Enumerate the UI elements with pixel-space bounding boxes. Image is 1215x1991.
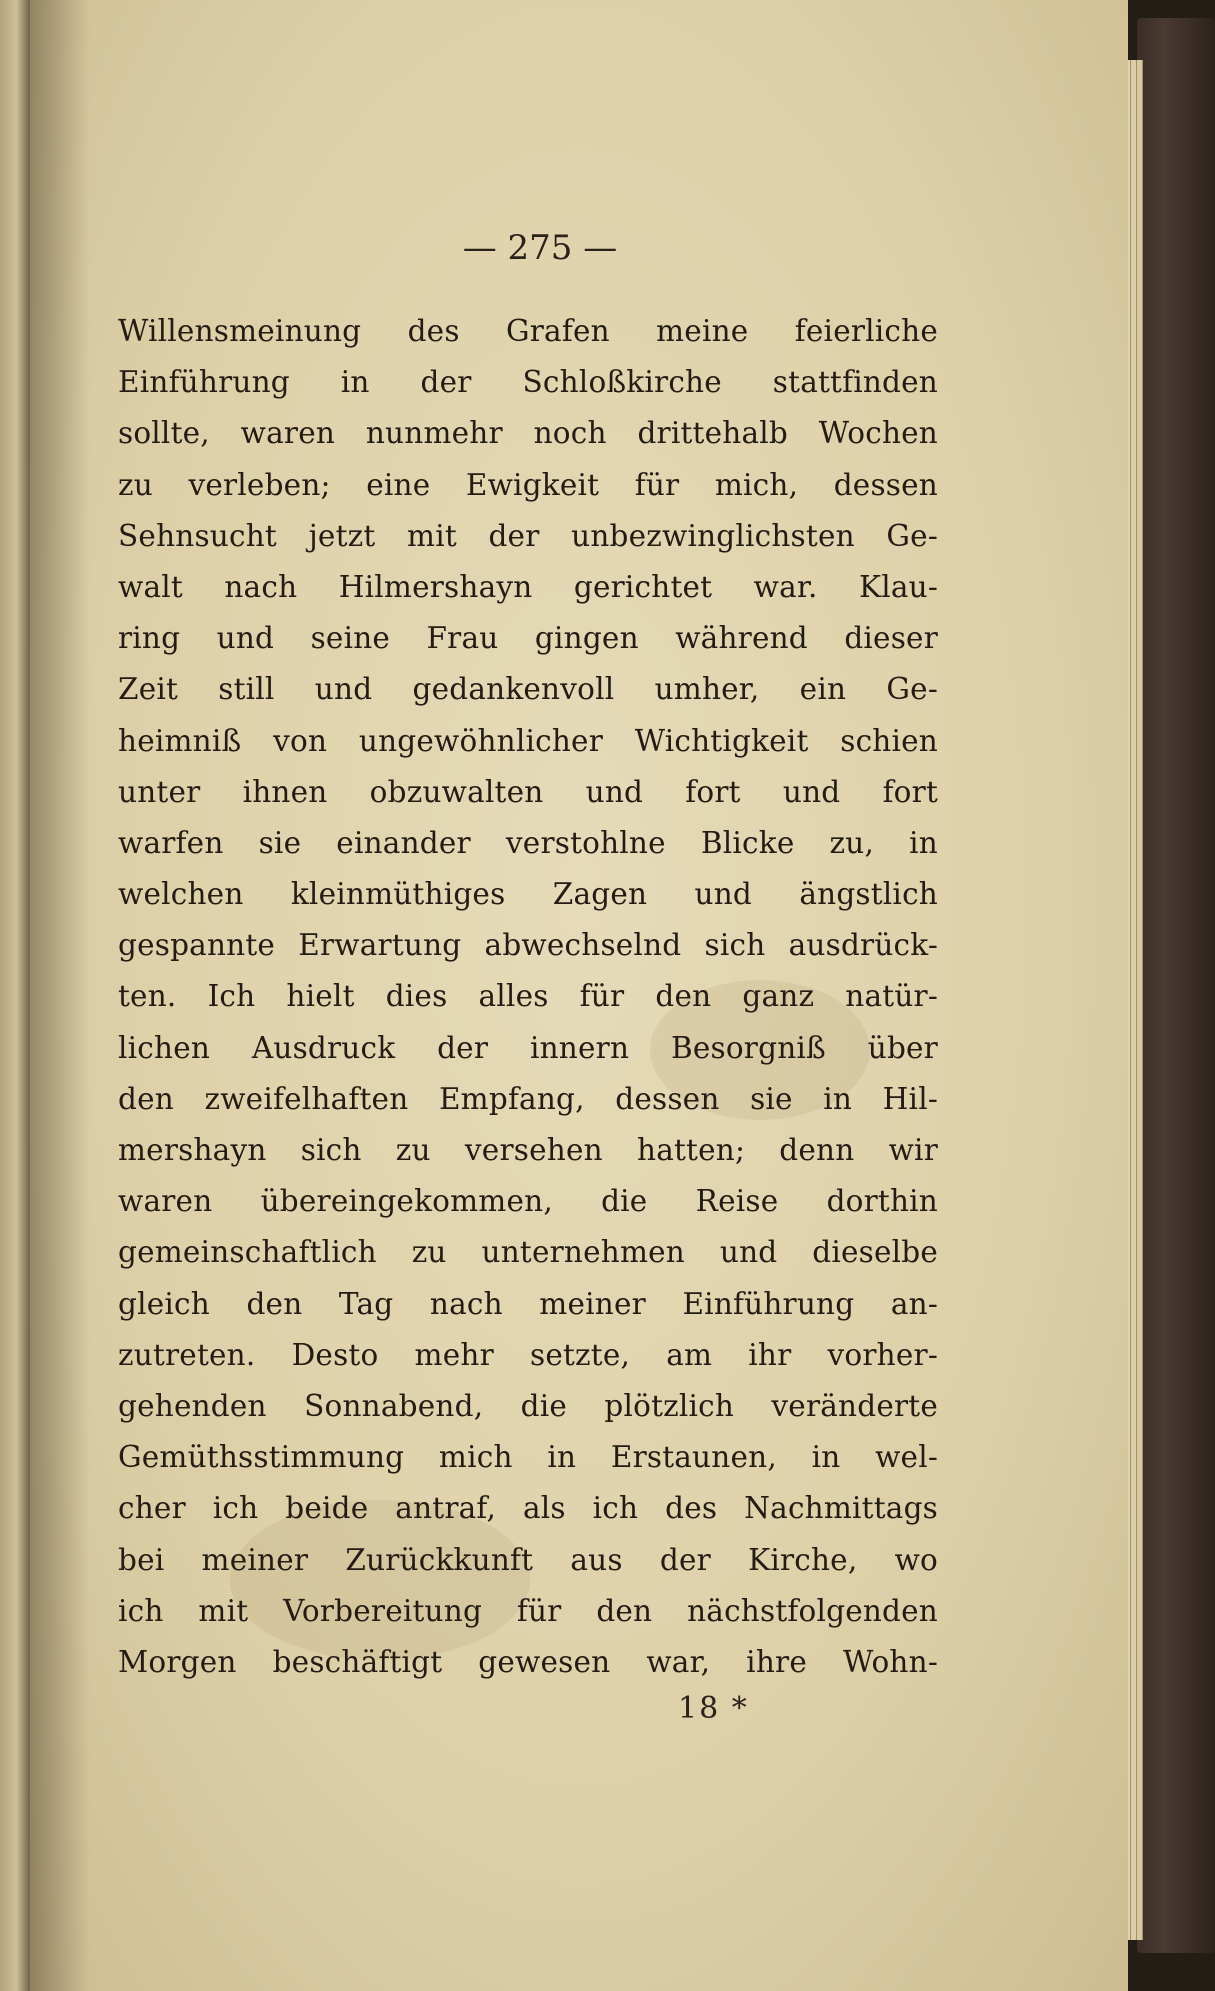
signature-mark: 18 * xyxy=(678,1691,749,1726)
text-line: gespannte Erwartung abwechselnd sich ausdrück- xyxy=(118,928,938,963)
text-line: gehenden Sonnabend, die plötzlich veränderte xyxy=(118,1388,938,1423)
text-line: Zeit still und gedankenvoll umher, ein Ge- xyxy=(118,672,938,707)
text-line: ten. Ich hielt dies alles für den ganz natür- xyxy=(118,979,938,1014)
text-line: gleich den Tag nach meiner Einführung an- xyxy=(118,1286,938,1321)
text-line: zutreten. Desto mehr setzte, am ihr vorher- xyxy=(118,1337,938,1372)
book-cover xyxy=(1137,18,1215,1953)
text-line: warfen sie einander verstohlne Blicke zu, in xyxy=(118,825,938,860)
text-line: Gemüthsstimmung mich in Erstaunen, in wel- xyxy=(118,1440,938,1475)
previous-page-edge xyxy=(0,0,30,1991)
text-line: walt nach Hilmershayn gerichtet war. Klau- xyxy=(118,569,938,604)
text-line: heimniß von ungewöhnlicher Wichtigkeit schien xyxy=(118,723,938,758)
body-text xyxy=(118,306,938,1688)
text-line: zu verleben; eine Ewigkeit für mich, dessen xyxy=(118,467,938,502)
text-line: sollte, waren nunmehr noch drittehalb Wochen xyxy=(118,416,938,451)
text-line: ich mit Vorbereitung für den nächstfolgenden xyxy=(118,1593,938,1628)
text-line: ring und seine Frau gingen während dieser xyxy=(118,621,938,656)
page-number: — 275 — xyxy=(462,228,618,268)
text-line: waren übereingekommen, die Reise dorthin xyxy=(118,1184,938,1219)
gutter-shadow xyxy=(30,0,90,1991)
book-page xyxy=(30,0,1128,1991)
text-line: lichen Ausdruck der innern Besorgniß über xyxy=(118,1030,938,1065)
text-line: Willensmeinung des Grafen meine feierliche xyxy=(118,314,938,348)
text-line: gemeinschaftlich zu unternehmen und dieselbe xyxy=(118,1235,938,1270)
text-line: unter ihnen obzuwalten und fort und fort xyxy=(118,774,938,809)
text-line: den zweifelhaften Empfang, dessen sie in Hil- xyxy=(118,1081,938,1116)
text-line: Einführung in der Schloßkirche stattfinden xyxy=(118,365,938,400)
text-line: bei meiner Zurückkunft aus der Kirche, wo xyxy=(118,1542,938,1577)
text-line: mershayn sich zu versehen hatten; denn wir xyxy=(118,1133,938,1167)
text-line: cher ich beide antraf, als ich des Nachmittags xyxy=(118,1491,938,1526)
text-line: Sehnsucht jetzt mit der unbezwinglichsten Ge- xyxy=(118,518,938,553)
text-line: Morgen beschäftigt gewesen war, ihre Wohn- xyxy=(118,1644,938,1679)
text-line: welchen kleinmüthiges Zagen und ängstlich xyxy=(118,877,938,912)
